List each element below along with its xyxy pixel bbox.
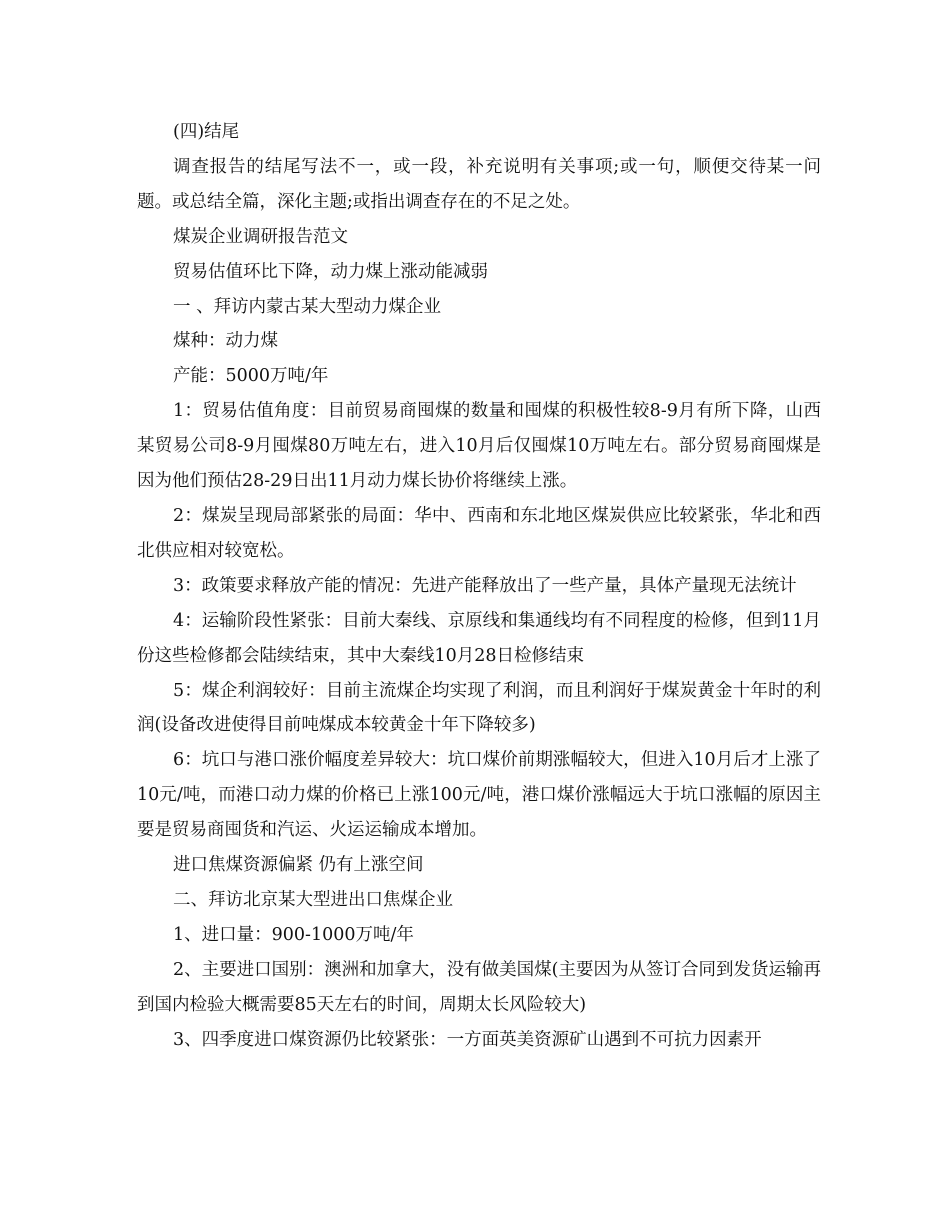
document-body: [137, 115, 821, 1057]
capacity-line: 产能：5000万吨/年: [173, 366, 329, 387]
document-title: 煤炭企业调研报告范文: [173, 226, 348, 247]
coal-type-line: 煤种：动力煤: [173, 331, 278, 352]
list-item-3-capacity-policy: 3：政策要求释放产能的情况：先进产能释放出了一些产量，具体产量现无法统计: [173, 575, 797, 596]
list-item-2-regional-tension: 2：煤炭呈现局部紧张的局面：华中、西南和东北地区煤炭供应比较紧张，华北和西北供应相对较宽松。: [137, 505, 821, 561]
section-heading-visit-inner-mongolia: 一 、拜访内蒙古某大型动力煤企业: [173, 296, 442, 317]
list-item-q4-supply: 3、四季度进口煤资源仍比较紧张：一方面英美资源矿山遇到不可抗力因素开: [173, 1029, 762, 1050]
list-item-import-volume: 1、进口量：900-1000万吨/年: [173, 924, 414, 945]
section-heading-ending: (四)结尾: [173, 122, 240, 142]
list-item-6-price-gap: 6：坑口与港口涨价幅度差异较大：坑口煤价前期涨幅较大，但进入10月后才上涨了10元/吨，而港口动力煤的价格已上涨100元/吨，港口煤价涨幅远大于坑口涨幅的原因主要是贸易商囤货和汽运、火运运输成本增加。: [137, 750, 821, 841]
list-item-4-transport: 4：运输阶段性紧张：目前大秦线、京原线和集通线均有不同程度的检修，但到11月份这些检修都会陆续结束，其中大秦线10月28日检修结束: [137, 610, 821, 666]
subheading-imported-coking-coal: 进口焦煤资源偏紧 仍有上涨空间: [173, 855, 424, 876]
section-heading-visit-beijing: 二、拜访北京某大型进出口焦煤企业: [173, 889, 453, 910]
list-item-1-trade-valuation: 1：贸易估值角度：目前贸易商囤煤的数量和囤煤的积极性较8-9月有所下降，山西某贸易公司8-9月囤煤80万吨左右，进入10月后仅囤煤10万吨左右。部分贸易商囤煤是因为他们预估28-29日出11月动力煤长协价将继续上涨。: [137, 401, 821, 492]
list-item-import-countries: 2、主要进口国别：澳洲和加拿大，没有做美国煤(主要因为从签订合同到发货运输再到国内检验大概需要85天左右的时间，周期太长风险较大): [137, 959, 821, 1015]
list-item-5-profits: 5：煤企利润较好：目前主流煤企均实现了利润，而且利润好于煤炭黄金十年时的利润(设备改进使得目前吨煤成本较黄金十年下降较多): [137, 680, 821, 736]
subheading-trade-valuation: 贸易估值环比下降，动力煤上涨动能减弱: [173, 261, 488, 282]
paragraph-ending-description: 调查报告的结尾写法不一，或一段，补充说明有关事项;或一句，顺便交待某一问题。或总结全篇，深化主题;或指出调查存在的不足之处。: [137, 156, 821, 212]
